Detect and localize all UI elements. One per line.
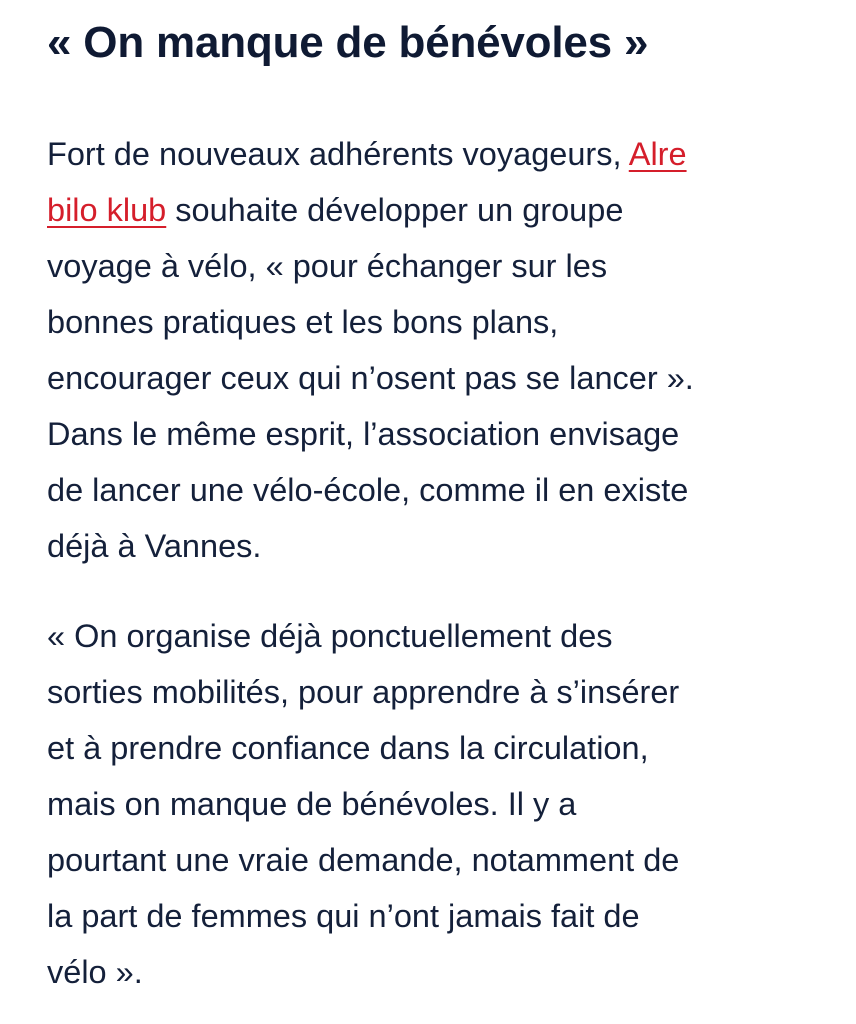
quote-line: mais on manque de bénévoles. Il y a bbox=[47, 786, 577, 822]
alre-bilo-klub-link-part-1[interactable]: Alre bbox=[628, 136, 687, 172]
quote-line: vélo ». bbox=[47, 954, 143, 990]
quote-line: sorties mobilités, pour apprendre à s’insérer bbox=[47, 674, 680, 710]
paragraph-2 bbox=[47, 608, 837, 1000]
section-heading: « On manque de bénévoles » bbox=[47, 18, 649, 67]
text-line: Dans le même esprit, l’association envisage bbox=[47, 416, 680, 452]
text-line: voyage à vélo, « pour échanger sur les bbox=[47, 248, 608, 284]
text-line: déjà à Vannes. bbox=[47, 528, 262, 564]
alre-bilo-klub-link-part-2[interactable]: bilo klub bbox=[47, 192, 167, 228]
text-fragment: Fort de nouveaux adhérents voyageurs, bbox=[47, 136, 629, 172]
text-line: encourager ceux qui n’osent pas se lancer ». bbox=[47, 360, 694, 396]
quote-line: la part de femmes qui n’ont jamais fait de bbox=[47, 898, 640, 934]
article bbox=[47, 14, 837, 1000]
text-fragment: souhaite développer un groupe bbox=[166, 192, 624, 228]
text-line: de lancer une vélo-école, comme il en existe bbox=[47, 472, 689, 508]
quote-line: et à prendre confiance dans la circulation, bbox=[47, 730, 649, 766]
paragraph-1 bbox=[47, 126, 837, 574]
quote-line: « On organise déjà ponctuellement des bbox=[47, 618, 613, 654]
text-line: bonnes pratiques et les bons plans, bbox=[47, 304, 559, 340]
text-line bbox=[47, 126, 837, 182]
quote-line: pourtant une vraie demande, notamment de bbox=[47, 842, 680, 878]
text-line bbox=[47, 182, 837, 238]
